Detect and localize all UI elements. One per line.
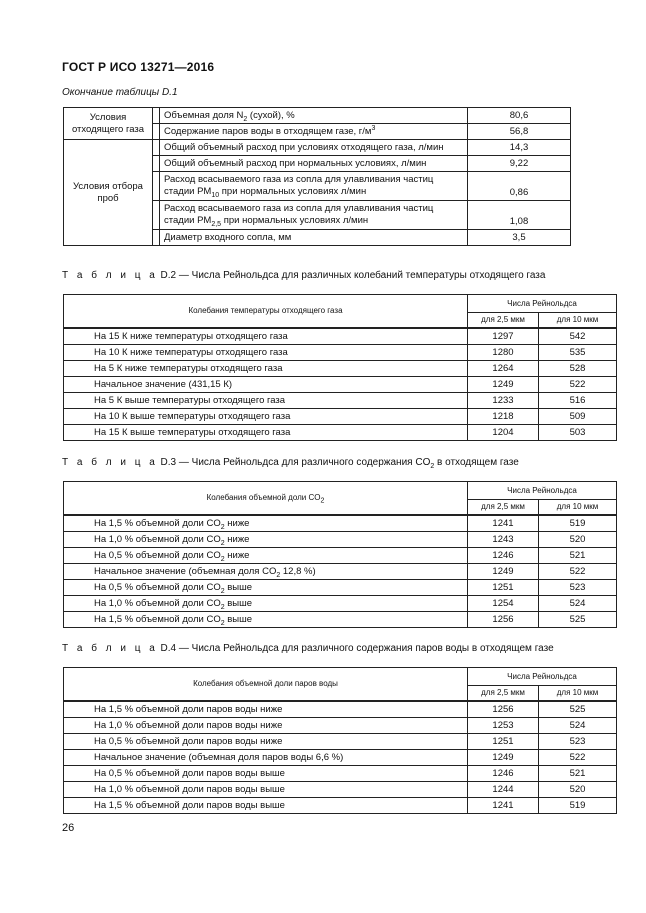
row-value: 1,08 [468, 201, 571, 230]
table-row: На 0,5 % объемной доли $CO_2$ ниже 1246 521 [64, 548, 617, 564]
table-d3 [63, 481, 617, 628]
table-row: На 1,5 % объемной доли $CO_2$ ниже 1241 519 [64, 515, 617, 532]
row-value: 80,6 [468, 108, 571, 124]
table-row: На 0,5 % объемной доли паров воды ниже 1251 523 [64, 734, 617, 750]
table-row: На 1,0 % объемной доли $CO_2$ ниже 1243 520 [64, 532, 617, 548]
reynolds-header: Числа Рейнольдса [468, 668, 617, 686]
sub-header-10: для 10 мкм [539, 686, 617, 702]
column-header: Колебания объемной доли $CO_2$ [64, 482, 468, 516]
table-row: На 15 К выше температуры отходящего газа 1204 503 [64, 425, 617, 441]
group-label-gas: Условия отходящего газа [64, 108, 153, 140]
table-row: На 1,5 % объемной доли паров воды ниже 1256 525 [64, 701, 617, 718]
row-desc: Расход всасываемого газа из сопла для улавливания частиц стадии $PM_{2,5}$ при нормальных условиях л/мин [160, 201, 468, 230]
column-header: Колебания температуры отходящего газа [64, 295, 468, 329]
row-desc: Общий объемный расход при нормальных условиях, л/мин [160, 156, 468, 172]
sub-header-2-5: для 2,5 мкм [468, 686, 539, 702]
table-d2-caption: Т а б л и ц а D.2 — Числа Рейнольдса для различных колебаний температуры отходящего газа [62, 270, 546, 281]
table-row [64, 108, 571, 124]
table-row: На 5 К ниже температуры отходящего газа 1264 528 [64, 361, 617, 377]
table-row: На 1,5 % объемной доли паров воды выше 1241 519 [64, 798, 617, 814]
table-d1 [63, 107, 571, 246]
table-row: Начальное значение (431,15 К) 1249 522 [64, 377, 617, 393]
table-d4-caption: Т а б л и ц а D.4 — Числа Рейнольдса для различного содержания паров воды в отходящем газе [62, 643, 554, 654]
table-d4 [63, 667, 617, 814]
table-row: Начальное значение (объемная доля $CO_2$ 12,8 %) 1249 522 [64, 564, 617, 580]
reynolds-header: Числа Рейнольдса [468, 295, 617, 313]
row-desc: Расход всасываемого газа из сопла для улавливания частиц стадии $PM_{10}$ при нормальных условиях л/мин [160, 172, 468, 201]
table-continuation-note: Окончание таблицы D.1 [62, 87, 178, 98]
row-value: 14,3 [468, 140, 571, 156]
group-label-sampling: Условия отбора проб [64, 140, 153, 246]
table-row: На 10 К выше температуры отходящего газа 1218 509 [64, 409, 617, 425]
sub-header-2-5: для 2,5 мкм [468, 500, 539, 516]
reynolds-header: Числа Рейнольдса [468, 482, 617, 500]
column-header: Колебания объемной доли паров воды [64, 668, 468, 702]
row-value: 0,86 [468, 172, 571, 201]
document-header: ГОСТ Р ИСО 13271—2016 [62, 60, 215, 74]
table-row: На 1,0 % объемной доли $CO_2$ выше 1254 524 [64, 596, 617, 612]
table-row: На 0,5 % объемной доли $CO_2$ выше 1251 523 [64, 580, 617, 596]
row-desc: Содержание паров воды в отходящем газе, $г/м^3$ [160, 124, 468, 140]
table-row: На 5 К выше температуры отходящего газа 1233 516 [64, 393, 617, 409]
table-d3-caption: Т а б л и ц а D.3 — Числа Рейнольдса для различного содержания $CO_2$ в отходящем газе [62, 457, 519, 470]
table-row: На 1,0 % объемной доли паров воды ниже 1253 524 [64, 718, 617, 734]
sub-header-2-5: для 2,5 мкм [468, 313, 539, 329]
sub-header-10: для 10 мкм [539, 500, 617, 516]
page-number: 26 [62, 822, 75, 834]
table-row: На 10 К ниже температуры отходящего газа 1280 535 [64, 345, 617, 361]
row-value: 56,8 [468, 124, 571, 140]
table-row [64, 140, 571, 156]
table-d2 [63, 294, 617, 441]
table-row: На 0,5 % объемной доли паров воды выше 1246 521 [64, 766, 617, 782]
row-value: 3,5 [468, 230, 571, 246]
table-row: На 15 К ниже температуры отходящего газа 1297 542 [64, 328, 617, 345]
table-row: На 1,5 % объемной доли $CO_2$ выше 1256 525 [64, 612, 617, 628]
row-desc: Общий объемный расход при условиях отходящего газа, л/мин [160, 140, 468, 156]
row-value: 9,22 [468, 156, 571, 172]
row-desc: Объемная доля $N_2$ (сухой), % [160, 108, 468, 124]
table-row: Начальное значение (объемная доля паров воды 6,6 %) 1249 522 [64, 750, 617, 766]
row-desc: Диаметр входного сопла, мм [160, 230, 468, 246]
table-row: На 1,0 % объемной доли паров воды выше 1244 520 [64, 782, 617, 798]
sub-header-10: для 10 мкм [539, 313, 617, 329]
